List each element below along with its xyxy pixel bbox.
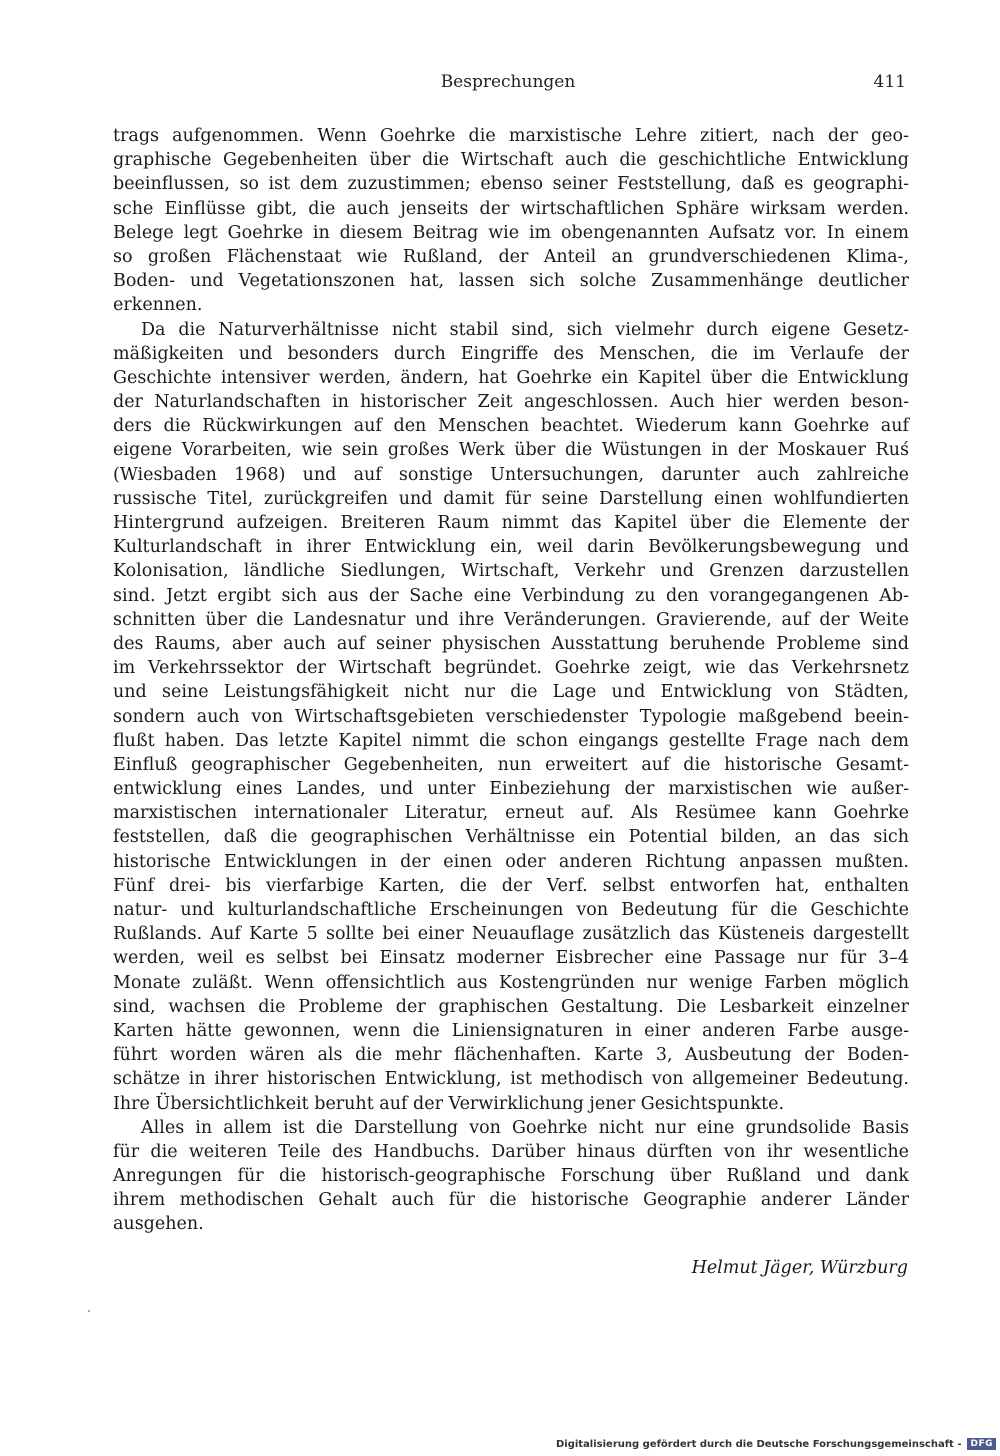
text-line: Kulturlandschaft in ihrer Entwicklung ein, weil darin Bevölkerungsbewegung und bbox=[113, 537, 909, 558]
text-line: werden, weil es selbst bei Einsatz moderner Eisbrecher eine Passage nur für 3–4 bbox=[113, 948, 909, 969]
text-line: Fünf drei- bis vierfarbige Karten, die der Verf. selbst entworfen hat, enthalten bbox=[113, 875, 909, 896]
text-line: Kolonisation, ländliche Siedlungen, Wirtschaft, Verkehr und Grenzen darzustellen bbox=[113, 561, 909, 582]
text-line: Boden- und Vegetationszonen hat, lassen sich solche Zusammenhänge deutlicher bbox=[113, 271, 909, 292]
page-number: 411 bbox=[873, 72, 906, 92]
text-line: Monate zuläßt. Wenn offensichtlich aus Kostengründen nur wenige Farben möglich bbox=[113, 972, 909, 993]
running-header bbox=[110, 72, 906, 102]
text-line: eigene Vorarbeiten, wie sein großes Werk über die Wüstungen in der Moskauer Ruś bbox=[113, 440, 909, 461]
text-line: beeinflussen, so ist dem zuzustimmen; ebenso seiner Feststellung, daß es geographi- bbox=[113, 174, 909, 195]
text-line: marxistischen internationaler Literatur, erneut auf. Als Resümee kann Goehrke bbox=[113, 803, 909, 824]
text-line: Ihre Übersichtlichkeit beruht auf der Verwirklichung jener Gesichtspunkte. bbox=[113, 1093, 785, 1114]
text-line: natur- und kulturlandschaftliche Erscheinungen von Bedeutung für die Geschichte bbox=[113, 900, 909, 920]
header-title: Besprechungen bbox=[440, 72, 576, 92]
text-line: Da die Naturverhältnisse nicht stabil sind, sich vielmehr durch eigene Gesetz- bbox=[141, 319, 909, 340]
text-line: Hintergrund aufzeigen. Breiteren Raum nimmt das Kapitel über die Elemente der bbox=[113, 513, 909, 533]
text-line: entwicklung eines Landes, und unter Einbeziehung der marxistischen wie außer- bbox=[113, 779, 909, 800]
text-line: Einfluß geographischer Gegebenheiten, nun erweitert auf die historische Gesamt- bbox=[113, 754, 909, 775]
text-line: erkennen. bbox=[113, 295, 203, 316]
scan-speck bbox=[88, 1310, 90, 1312]
footer-text: Digitalisierung gefördert durch die Deutsche Forschungsgemeinschaft - bbox=[555, 1438, 962, 1450]
text-line: ihrem methodischen Gehalt auch für die historische Geographie anderer Länder bbox=[113, 1190, 909, 1211]
text-line: sind. Jetzt ergibt sich aus der Sache eine Verbindung zu den vorangegangenen Ab- bbox=[113, 585, 909, 606]
text-line: russische Titel, zurückgreifen und damit für seine Darstellung einen wohlfundierten bbox=[113, 488, 909, 509]
text-line: mäßigkeiten und besonders durch Eingriffe des Menschen, die im Verlaufe der bbox=[113, 343, 909, 364]
text-line: (Wiesbaden 1968) und auf sonstige Untersuchungen, darunter auch zahlreiche bbox=[113, 464, 909, 485]
text-line: Karten hätte gewonnen, wenn die Liniensignaturen in einer anderen Farbe ausge- bbox=[113, 1020, 909, 1041]
text-line: schätze in ihrer historischen Entwicklung, ist methodisch von allgemeiner Bedeutung. bbox=[113, 1069, 909, 1090]
text-line: führt worden wären als die mehr flächenhaften. Karte 3, Ausbeutung der Boden- bbox=[113, 1045, 909, 1066]
text-line: ausgehen. bbox=[113, 1214, 204, 1235]
text-line: graphische Gegebenheiten über die Wirtschaft auch die geschichtliche Entwicklung bbox=[113, 150, 909, 171]
text-line: sind, wachsen die Probleme der graphischen Gestaltung. Die Lesbarkeit einzelner bbox=[113, 996, 909, 1017]
text-line: historische Entwicklungen in der einen oder anderen Richtung anpassen mußten. bbox=[113, 851, 909, 872]
body-text bbox=[113, 124, 909, 1237]
text-line: feststellen, daß die geographischen Verhältnisse ein Potential bilden, an das sich bbox=[113, 827, 909, 848]
text-line: sondern auch von Wirtschaftsgebieten verschiedenster Typologie maßgebend beein- bbox=[113, 706, 909, 727]
dfg-logo: DFG bbox=[967, 1438, 996, 1450]
text-line: Alles in allem ist die Darstellung von Goehrke nicht nur eine grundsolide Basis bbox=[141, 1117, 909, 1138]
text-line: der Naturlandschaften in historischer Zeit angeschlossen. Auch hier werden beson- bbox=[113, 392, 909, 413]
text-line: ders die Rückwirkungen auf den Menschen beachtet. Wiederum kann Goehrke auf bbox=[113, 416, 909, 437]
text-line: schnitten über die Landesnatur und ihre Veränderungen. Gravierende, auf der Weite bbox=[113, 609, 909, 630]
text-line: so großen Flächenstaat wie Rußland, der Anteil an grundverschiedenen Klima-, bbox=[113, 246, 909, 267]
footer-credit bbox=[556, 1438, 996, 1450]
text-line: Anregungen für die historisch-geographische Forschung über Rußland und dank bbox=[113, 1166, 909, 1187]
text-line: im Verkehrssektor der Wirtschaft begründet. Goehrke zeigt, wie das Verkehrsnetz bbox=[113, 658, 909, 679]
text-line: Belege legt Goehrke in diesem Beitrag wie im obengenannten Aufsatz vor. In einem bbox=[113, 222, 909, 243]
text-line: des Raums, aber auch auf seiner physischen Ausstattung beruhende Probleme sind bbox=[113, 633, 909, 654]
text-line: flußt haben. Das letzte Kapitel nimmt die schon eingangs gestellte Frage nach dem bbox=[113, 730, 909, 751]
text-line: sche Einflüsse gibt, die auch jenseits der wirtschaftlichen Sphäre wirksam werden. bbox=[113, 198, 909, 219]
text-line: Rußlands. Auf Karte 5 sollte bei einer Neuauflage zusätzlich das Küsteneis dargestellt bbox=[113, 924, 909, 945]
text-line: für die weiteren Teile des Handbuchs. Darüber hinaus dürften von ihr wesentliche bbox=[113, 1141, 909, 1162]
author-signature: Helmut Jäger, Würzburg bbox=[691, 1258, 908, 1278]
text-line: und seine Leistungsfähigkeit nicht nur die Lage und Entwicklung von Städten, bbox=[113, 682, 909, 703]
text-line: Geschichte intensiver werden, ändern, hat Goehrke ein Kapitel über die Entwicklung bbox=[113, 367, 909, 388]
text-line: trags aufgenommen. Wenn Goehrke die marxistische Lehre zitiert, nach der geo- bbox=[113, 126, 909, 146]
